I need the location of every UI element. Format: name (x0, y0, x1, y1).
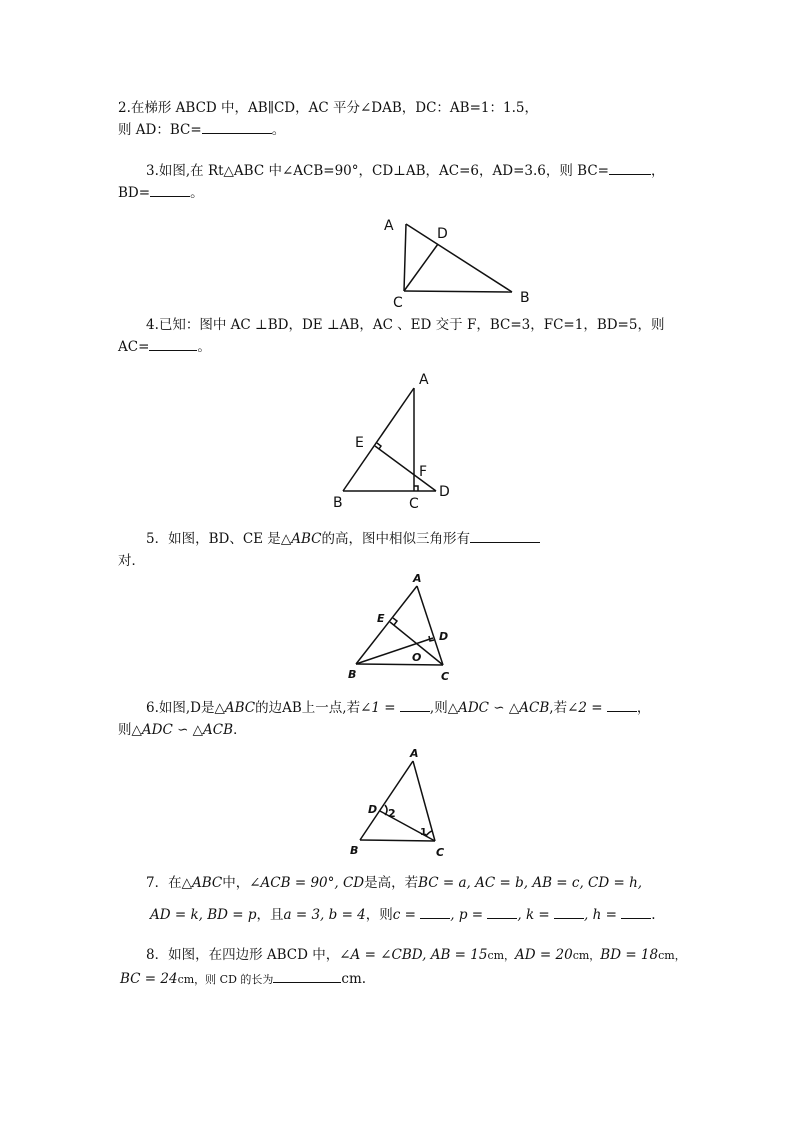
q3-bd-blank[interactable] (150, 184, 190, 197)
q7-end: . (651, 907, 656, 923)
q6-label-2: 2 (388, 807, 396, 820)
q7-line1 (146, 874, 642, 892)
q5-altitude-bd (356, 638, 433, 664)
q7-p-blank[interactable] (487, 906, 517, 919)
q6-label-b: B (350, 844, 359, 857)
q7-k-eq: , k = (517, 907, 550, 923)
q3-label-c: C (393, 295, 403, 311)
q5-label-o: O (412, 651, 422, 664)
q3-figure (375, 210, 545, 310)
q5-side-bc (356, 664, 443, 665)
q5-right-angle-e (393, 618, 397, 625)
q4-label-e: E (355, 435, 364, 451)
q7-definitions-2: AD = k, BD = p (150, 907, 257, 923)
q5-triangle: △ABC (280, 531, 322, 547)
q3-line2 (118, 184, 204, 202)
q7-condition: ∠ACB = 90°, CD (249, 875, 365, 891)
q4-label-c: C (409, 496, 419, 512)
q5-text-b: 的高，图中相似三角形有 (321, 531, 470, 547)
q4-line-ab (343, 388, 414, 491)
q6-angle2: ∠2 = (567, 700, 603, 716)
q3-text: 3.如图,在 Rt△ABC 中∠ACB=90°，CD⊥AB，AC=6，AD=3.6，则 BC= (146, 163, 609, 179)
q3-side-cb (404, 291, 512, 292)
q6-similarity-2: △ADC ∽ △ACB (131, 722, 234, 738)
q6-side-bc (360, 840, 435, 841)
q4-label-d: D (439, 484, 450, 500)
q7-and: ，且 (256, 907, 284, 923)
q7-h-blank[interactable] (621, 906, 651, 919)
q6-angle1-blank[interactable] (400, 699, 430, 712)
q2-prompt: 则 AD：BC= (118, 122, 202, 138)
q3-bc-blank[interactable] (609, 162, 651, 175)
q3-end: 。 (190, 185, 204, 201)
q7-then: ，则 (365, 907, 393, 923)
q7-text-a: 7．在 (146, 875, 182, 891)
q8-unit-3: cm， (658, 949, 686, 962)
q3-comma: ， (650, 163, 665, 179)
q6-label-c: C (436, 846, 445, 859)
q6-then: 则 (118, 722, 132, 738)
q7-c-blank[interactable] (420, 906, 450, 919)
q7-k-blank[interactable] (554, 906, 584, 919)
q4-label-a: A (419, 372, 429, 388)
q5-line2: 对． (118, 553, 145, 569)
q5-label-a: A (413, 572, 422, 585)
q6-line2 (118, 721, 247, 739)
q2-end: 。 (271, 122, 286, 138)
q6-label-1: 1 (420, 827, 427, 838)
q3-label-b: B (520, 290, 530, 306)
q4-label-b: B (333, 495, 343, 511)
q6-angle2-arc (385, 805, 387, 815)
q4-prompt: AC= (118, 339, 150, 355)
q8-unit-end: cm. (341, 971, 367, 987)
q6-label-d: D (368, 803, 378, 816)
q6-angle2-blank[interactable] (607, 699, 637, 712)
q8-unit-1: cm， (487, 949, 516, 962)
q5-text-a: 5．如图，BD、CE 是 (146, 531, 281, 547)
q8-given-angle: ∠A = ∠CBD, AB = 15 (339, 947, 488, 963)
q8-line2 (120, 970, 366, 989)
q6-figure (340, 745, 460, 865)
q7-given: a = 3, b = 4 (283, 907, 366, 923)
q4-end: 。 (197, 339, 211, 355)
q8-unit-2: cm， (572, 949, 601, 962)
q6-label-a: A (410, 747, 419, 760)
q6-text-a: 6.如图,D是 (146, 700, 215, 716)
q4-line1: 4.已知：图中 AC ⊥BD，DE ⊥AB，AC 、ED 交于 F，BC=3，FC=1，BD=5，则 (146, 317, 665, 333)
q7-text-b: 中， (222, 875, 250, 891)
q7-triangle: △ABC (181, 875, 223, 891)
q7-c-eq: c = (392, 907, 416, 923)
q6-text-d: ,若 (549, 700, 568, 716)
q5-answer-blank[interactable] (470, 530, 540, 543)
q8-given-ad: AD = 20 (515, 947, 573, 963)
q6-text-e: ， (636, 700, 651, 716)
q6-line1 (146, 699, 650, 717)
q6-angle1: ∠1 = (360, 700, 396, 716)
q8-unit-4: cm，则 CD 的长为 (177, 973, 274, 986)
q3-side-ac (404, 224, 406, 291)
q3-bd-prompt: BD= (118, 185, 151, 201)
q5-figure (340, 570, 460, 685)
q2-line1: 2.在梯形 ABCD 中，AB∥CD，AC 平分∠DAB，DC：AB=1：1.5， (118, 100, 538, 116)
q3-altitude-cd (404, 244, 438, 291)
q8-given-bc: BC = 24 (120, 971, 178, 987)
q6-side-ab (360, 761, 413, 840)
q6-text-b: 的边AB上一点,若 (255, 700, 361, 716)
q3-side-ab (406, 224, 512, 292)
q6-text-c: ,则 (429, 700, 448, 716)
q4-figure (325, 365, 465, 515)
q6-similarity-1: △ADC ∽ △ACB (447, 700, 550, 716)
q7-p-eq: , p = (450, 907, 484, 923)
q4-label-f: F (419, 464, 428, 480)
q2-line2 (118, 121, 285, 139)
q5-label-b: B (348, 668, 357, 681)
q4-line2 (118, 338, 211, 356)
q8-line1 (146, 946, 686, 965)
q3-line1 (146, 162, 664, 180)
q3-label-d: D (437, 226, 448, 242)
q5-line1 (146, 530, 540, 548)
q7-h-eq: , h = (584, 907, 617, 923)
q6-end: ． (233, 722, 247, 738)
q8-answer-blank[interactable] (273, 970, 341, 983)
q5-label-c: C (441, 670, 450, 683)
q7-line2 (150, 906, 656, 924)
q3-label-a: A (384, 218, 394, 234)
q2-answer-blank[interactable] (202, 121, 272, 134)
q5-label-e: E (377, 612, 385, 625)
q5-label-d: D (439, 630, 449, 643)
q7-definitions: BC = a, AC = b, AB = c, CD = h, (418, 875, 643, 891)
q8-text-a: 8．如图，在四边形 ABCD 中， (146, 947, 340, 963)
q8-given-bd: BD = 18 (600, 947, 659, 963)
q5-side-ab (356, 586, 417, 664)
q4-answer-blank[interactable] (149, 338, 197, 351)
q6-triangle: △ABC (214, 700, 256, 716)
q7-text-d: 是高，若 (364, 875, 419, 891)
